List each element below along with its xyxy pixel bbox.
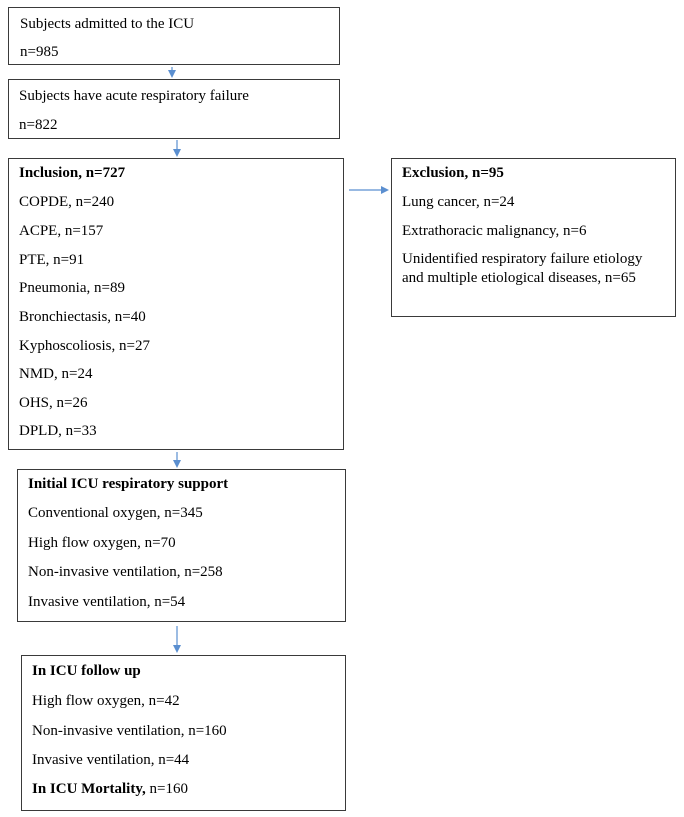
exclusion-item: Lung cancer, n=24 xyxy=(402,194,515,210)
mortality-line xyxy=(32,780,188,798)
inclusion-item: OHS, n=26 xyxy=(19,395,88,411)
follow-up-item: High flow oxygen, n=42 xyxy=(32,693,180,709)
follow-up-box xyxy=(21,655,346,811)
arf-n: n=822 xyxy=(19,117,58,133)
mortality-label: In ICU Mortality, xyxy=(32,781,146,797)
exclusion-item: Extrathoracic malignancy, n=6 xyxy=(402,223,587,239)
exclusion-box xyxy=(391,158,676,317)
inclusion-box xyxy=(8,158,344,450)
inclusion-item: Pneumonia, n=89 xyxy=(19,280,125,296)
inclusion-title: Inclusion, n=727 xyxy=(19,165,126,181)
initial-support-box xyxy=(17,469,346,622)
initial-support-title: Initial ICU respiratory support xyxy=(28,476,229,492)
arf-title: Subjects have acute respiratory failure xyxy=(19,88,249,104)
exclusion-item: Unidentified respiratory failure etiology xyxy=(402,251,643,267)
exclusion-item: and multiple etiological diseases, n=65 xyxy=(402,270,636,286)
inclusion-item: COPDE, n=240 xyxy=(19,194,115,210)
arf-box xyxy=(8,79,340,139)
inclusion-item: ACPE, n=157 xyxy=(19,223,104,239)
inclusion-item: Kyphoscoliosis, n=27 xyxy=(19,338,150,354)
inclusion-item: NMD, n=24 xyxy=(19,366,93,382)
exclusion-title: Exclusion, n=95 xyxy=(402,165,504,181)
follow-up-title: In ICU follow up xyxy=(32,663,141,679)
admitted-n: n=985 xyxy=(20,44,59,60)
inclusion-item: DPLD, n=33 xyxy=(19,423,97,439)
initial-support-item: Conventional oxygen, n=345 xyxy=(28,505,203,521)
initial-support-item: High flow oxygen, n=70 xyxy=(28,535,176,551)
admitted-box xyxy=(8,7,340,65)
inclusion-item: Bronchiectasis, n=40 xyxy=(19,309,146,325)
admitted-title: Subjects admitted to the ICU xyxy=(20,16,195,32)
initial-support-item: Non-invasive ventilation, n=258 xyxy=(28,564,223,580)
mortality-value: n=160 xyxy=(145,781,188,797)
initial-support-item: Invasive ventilation, n=54 xyxy=(28,594,186,610)
follow-up-item: Invasive ventilation, n=44 xyxy=(32,752,190,768)
follow-up-item: Non-invasive ventilation, n=160 xyxy=(32,723,227,739)
inclusion-item: PTE, n=91 xyxy=(19,252,85,268)
